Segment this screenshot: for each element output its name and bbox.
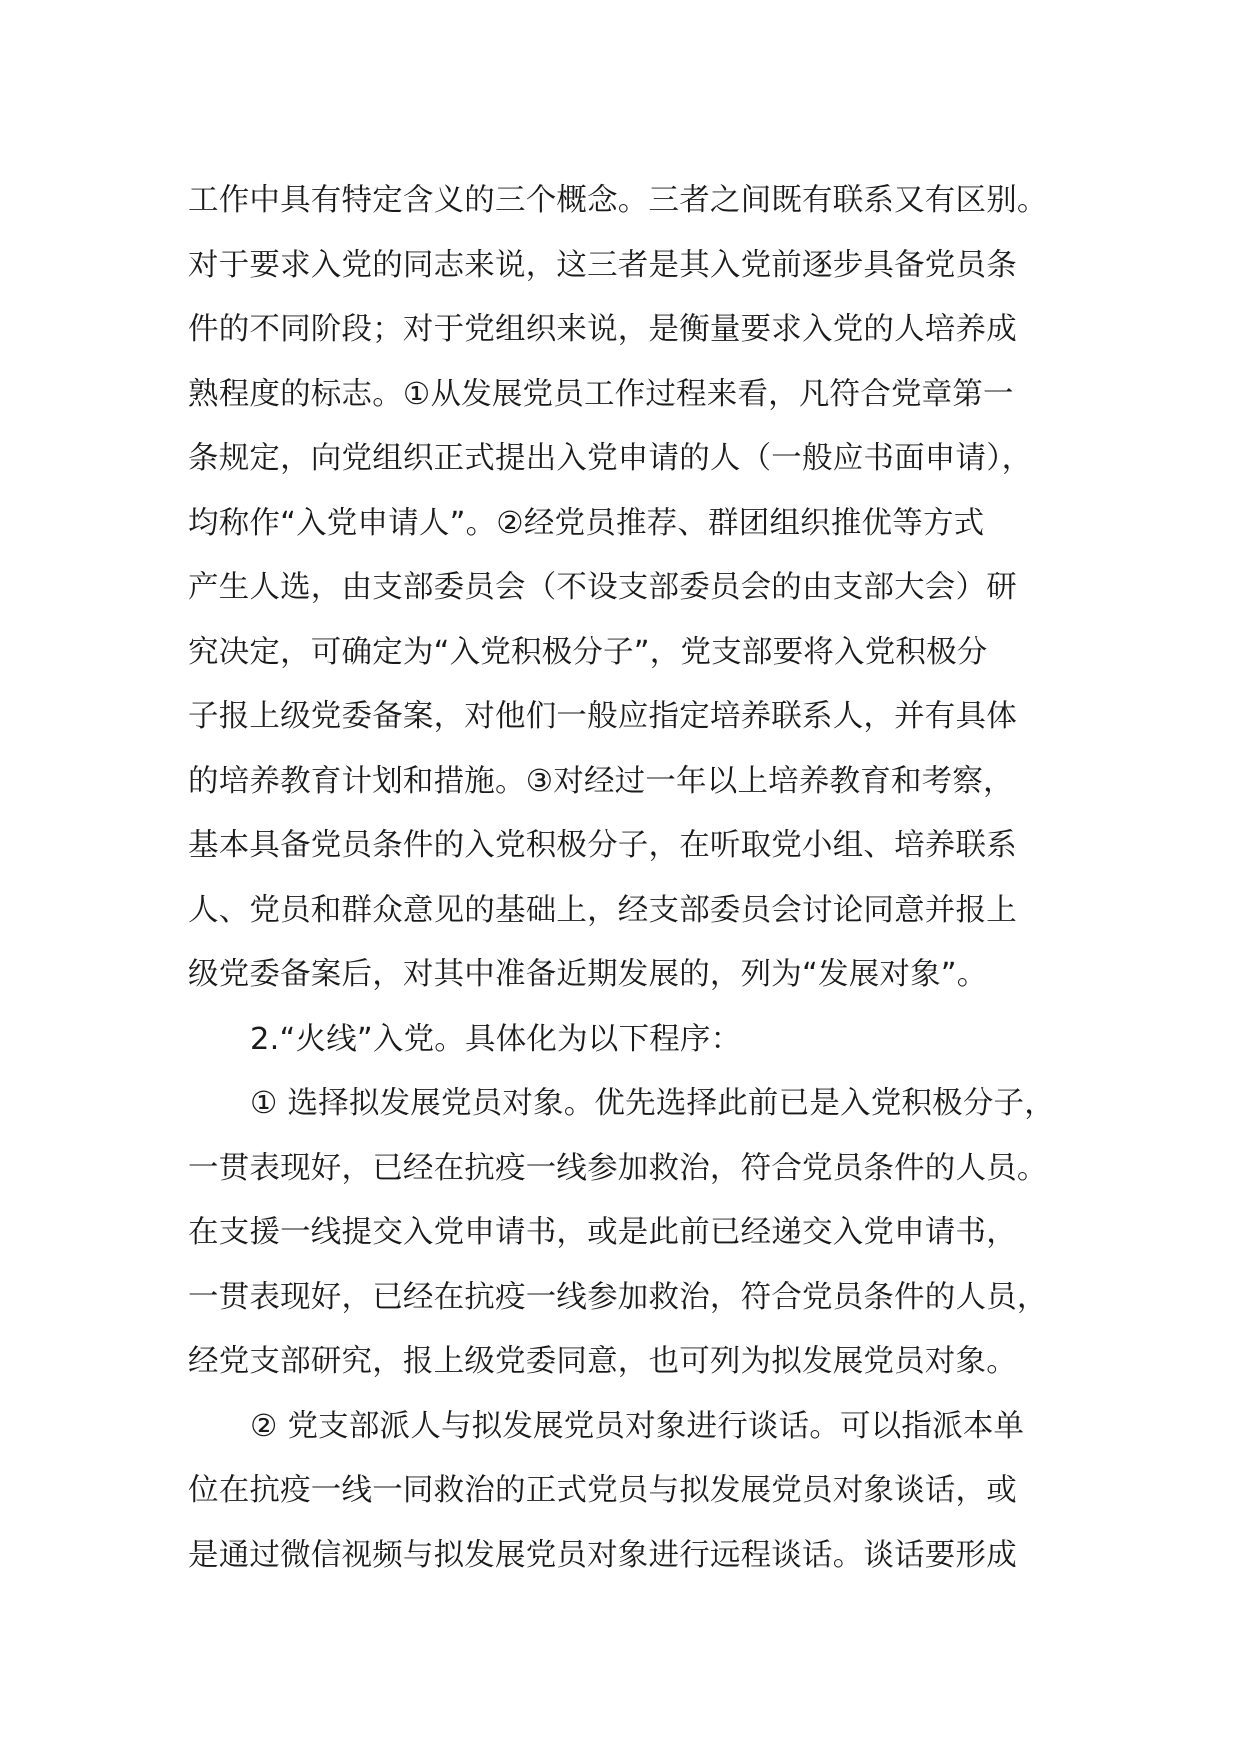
text-line: 件的不同阶段；对于党组织来说，是衡量要求入党的人培养成	[188, 312, 1017, 347]
text-line: 经党支部研究，报上级党委同意，也可列为拟发展党员对象。	[188, 1344, 1017, 1379]
text-line: 是通过微信视频与拟发展党员对象进行远程谈话。谈话要形成	[188, 1537, 1017, 1573]
text-line: 人、党员和群众意见的基础上，经支部委员会讨论同意并报上	[188, 892, 1017, 928]
text-line: 位在抗疫一线一同救治的正式党员与拟发展党员对象谈话，或	[188, 1473, 1017, 1508]
text-line: 条规定，向党组织正式提出入党申请的人（一般应书面申请），	[188, 441, 1033, 476]
body-text	[188, 169, 1082, 1588]
text-line: ① 选择拟发展党员对象。优先选择此前已是入党积极分子，	[250, 1086, 1055, 1121]
paragraph-step-1	[188, 1072, 1082, 1395]
paragraph-step-2	[188, 1395, 1082, 1589]
text-line: 究决定，可确定为“入党积极分子”，党支部要将入党积极分	[188, 634, 988, 670]
text-line: 产生人选，由支部委员会（不设支部委员会的由支部大会）研	[188, 570, 1017, 605]
text-line: 熟程度的标志。①从发展党员工作过程来看，凡符合党章第一	[188, 376, 1014, 412]
text-line: ② 党支部派人与拟发展党员对象进行谈话。可以指派本单	[250, 1408, 1025, 1444]
text-line: 级党委备案后，对其中准备近期发展的，列为“发展对象”。	[188, 957, 988, 992]
text-line: 一贯表现好，已经在抗疫一线参加救治，符合党员条件的人员。	[188, 1150, 1048, 1186]
paragraph-section-heading	[188, 1008, 1082, 1073]
text-line: 一贯表现好，已经在抗疫一线参加救治，符合党员条件的人员，	[188, 1279, 1048, 1315]
text-line: 基本具备党员条件的入党积极分子，在听取党小组、培养联系	[188, 828, 1017, 863]
section-heading-line: 2.“火线”入党。具体化为以下程序：	[250, 1021, 742, 1057]
text-line: 的培养教育计划和措施。③对经过一年以上培养教育和考察，	[188, 763, 1014, 799]
text-line: 在支援一线提交入党申请书，或是此前已经递交入党申请书，	[188, 1215, 1017, 1250]
text-line: 均称作“入党申请人”。②经党员推荐、群团组织推优等方式	[188, 505, 985, 541]
paragraph-membership-stages	[188, 169, 1082, 1008]
text-line: 工作中具有特定含义的三个概念。三者之间既有联系又有区别。	[188, 183, 1048, 218]
text-line: 对于要求入党的同志来说，这三者是其入党前逐步具备党员条	[188, 247, 1017, 283]
text-line: 子报上级党委备案，对他们一般应指定培养联系人，并有具体	[188, 699, 1017, 734]
